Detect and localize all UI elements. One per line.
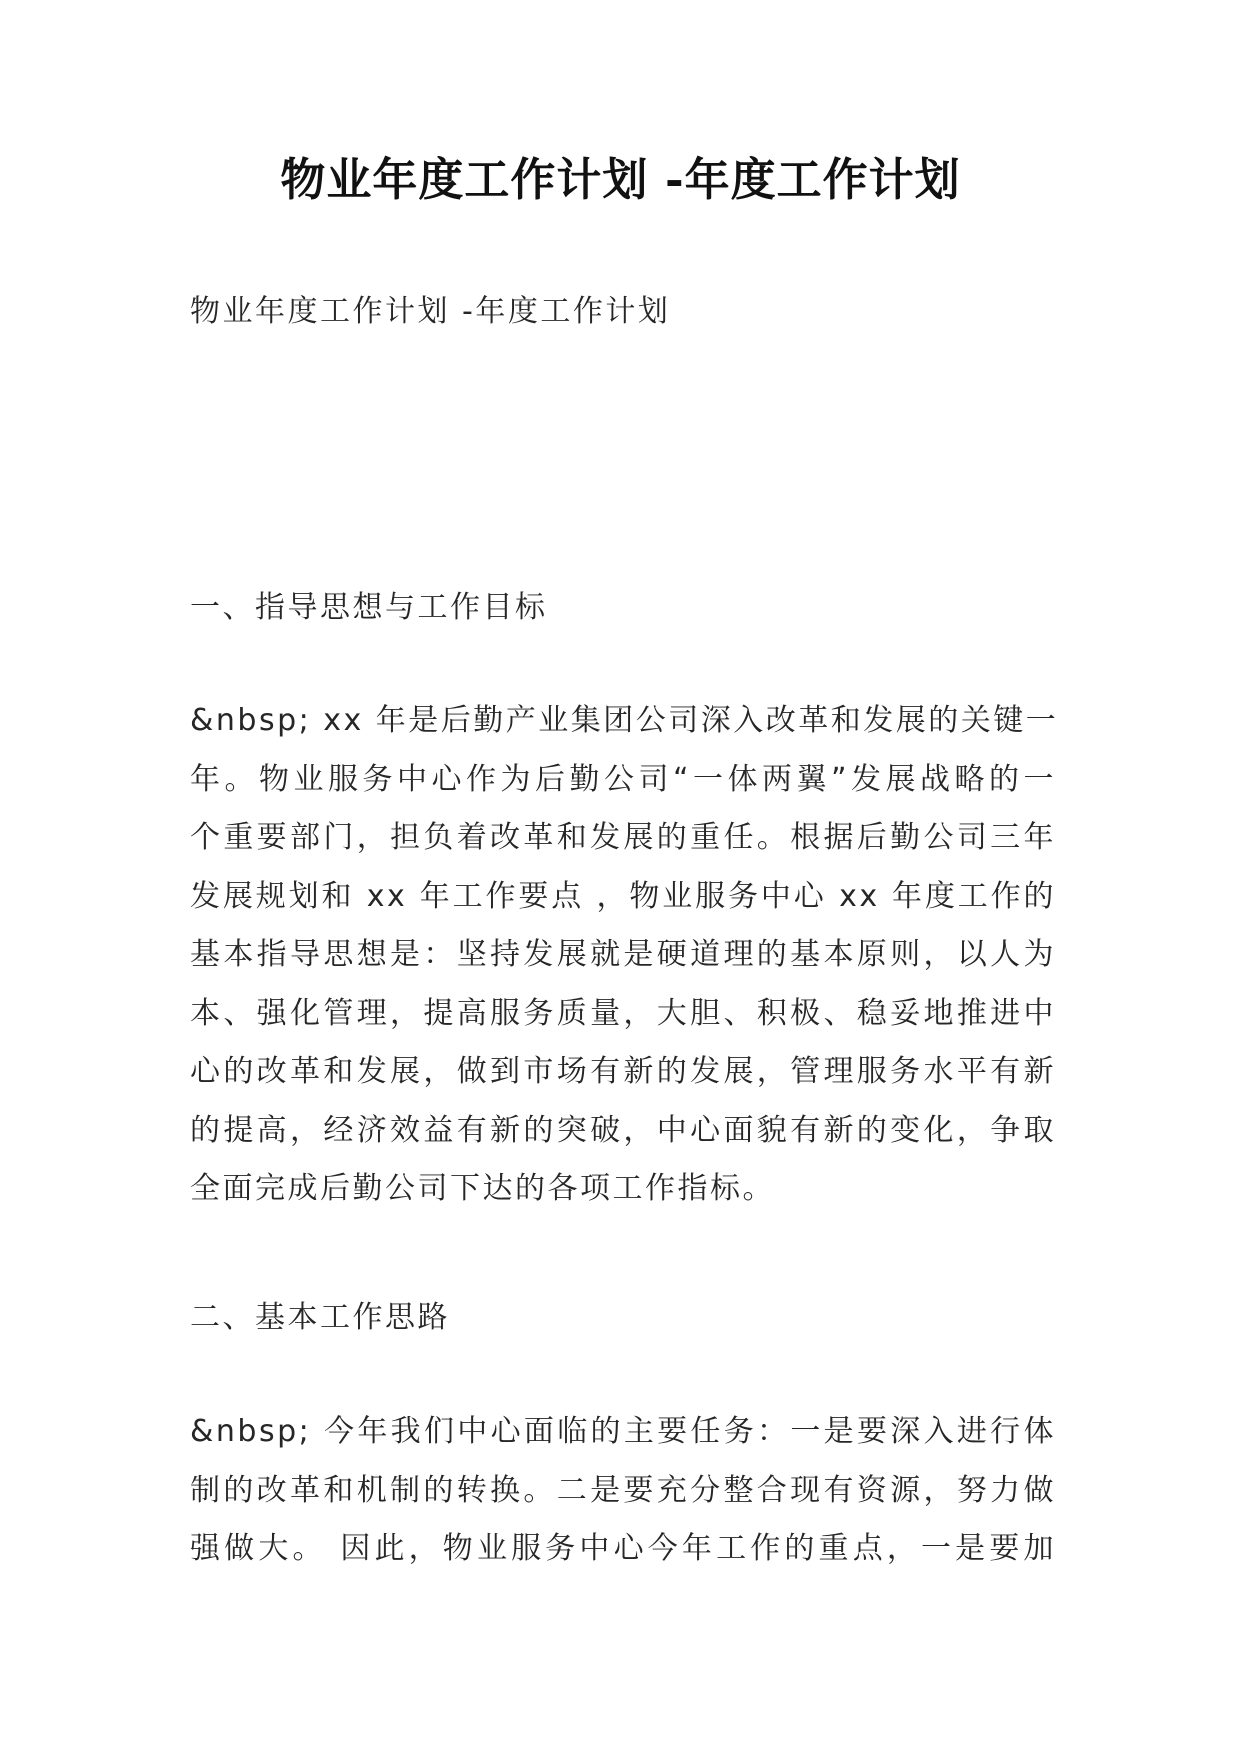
paragraph-line: 全面完成后勤公司下达的各项工作指标。 <box>190 1171 775 1206</box>
paragraph-line: 制的改革和机制的转换。二是要充分整合现有资源，努力做 <box>190 1472 1056 1508</box>
paragraph-line: 强做大。 因此，物业服务中心今年工作的重点，一是要加 <box>190 1531 1056 1566</box>
document-subtitle: 物业年度工作计划 -年度工作计划 <box>190 294 671 329</box>
paragraph-line: &nbsp; xx 年是后勤产业集团公司深入改革和发展的关键一 <box>190 703 1059 738</box>
paragraph-line: 心的改革和发展，做到市场有新的发展，管理服务水平有新 <box>190 1054 1056 1089</box>
paragraph-line: 发展规划和 xx 年工作要点 ，物业服务中心 xx 年度工作的 <box>190 878 1056 914</box>
paragraph-line: 基本指导思想是：坚持发展就是硬道理的基本原则，以人为 <box>190 937 1056 972</box>
section-heading-basic-approach: 二、基本工作思路 <box>190 1300 450 1335</box>
paragraph-line: 的提高，经济效益有新的突破，中心面貌有新的变化，争取 <box>190 1112 1056 1148</box>
paragraph-line: 本、强化管理，提高服务质量，大胆、积极、稳妥地推进中 <box>190 995 1056 1031</box>
document-title: 物业年度工作计划 -年度工作计划 <box>280 153 961 206</box>
paragraph-line: 年。物业服务中心作为后勤公司“一体两翼”发展战略的一 <box>190 761 1056 797</box>
paragraph-guiding-ideology <box>190 692 1059 1219</box>
paragraph-basic-approach <box>190 1403 1056 1579</box>
paragraph-line: &nbsp; 今年我们中心面临的主要任务：一是要深入进行体 <box>190 1414 1056 1449</box>
section-heading-guiding-ideology: 一、指导思想与工作目标 <box>190 590 548 625</box>
paragraph-line: 个重要部门，担负着改革和发展的重任。根据后勤公司三年 <box>190 820 1056 855</box>
